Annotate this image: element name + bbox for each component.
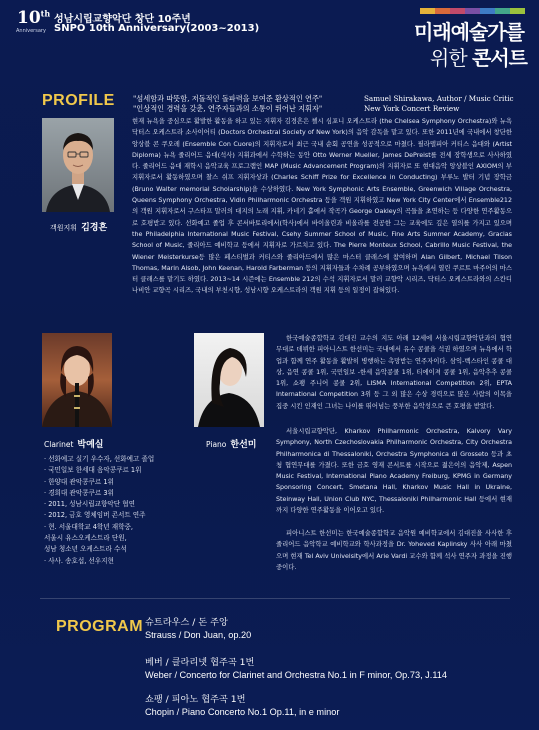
program-heading: PROGRAM	[56, 618, 144, 635]
color-bar-segment	[435, 8, 450, 14]
anniversary-number: 10th	[17, 8, 51, 28]
quote-1: "섬세함과 따뜻함, 저돌적인 돌파력을 보여준 환상적인 연주"	[133, 94, 323, 103]
career-item: · 사사. 송호섭, 선우지현	[44, 556, 114, 565]
conductor-bio: 현재 뉴욕을 중심으로 활발한 활동을 하고 있는 지휘자 김경흔은 첼시 심포니 오케스트라 (the Chelsea Symphony Orchestra)와 뉴욕 닥터스 오케스트라 소사이어티 (Doctors Orchestral Society of New York)의 음악 감독을 맡고 있다. 또한 2011년에 국내에서 창단한 앙상블 콘 쿠오레 (Ensemble Con Cuore)의 지휘자로서 최근 국내 순회 공연을 성공적으로 마쳤다. 필라델피아 커티스 음대와 (Artist Diploma) 뉴욕 줄리어드 음대(석사) 지휘과에서 수학하는 동안 Otto Werner Mueller, James DePreist를 전세 장학생으로 사사하였다. 줄리어드 음대 재학시 음악교육 프로그램인 MAP (Music Advancement Program)의 지휘자로 또 현대음악 앙상블인 AXIOM의 부지휘자로서 활동하였으며 찰스 쉬프 지휘자상과 (Charles Schiff Prize for Excellence in Conducting) 부루노 발터 기념 장학금 (Bruno Walter memorial Scholarship)을 수상하였다. New York Symphonic Arts Ensemble, Greenwich Village Orchestra, Queens Symphony Orchestra, Vidin Philharmonic Orchestra 등을 객원 지휘하였고 New York City Center에서 Ensemble212의 객원 지휘자로서 구스타프 말러의 대지의 노래 지휘, 카네기 홀에서 작곡가 George Oakley의 곡들을 초연하는 등 다양한 연주활동으로 호평받고 있다. 선화예고 졸업 후 콘서바토리에서(학사)에서 바이올린과 비올라를 전공한 그는 교육에도 깊은 열의를 가지고 있으며 the Philadelphia International Music Festival, Csehy Summer School of Music, Fine Arts Summer Academy, Gracias School of Music, 줄리아드 예비학교 등에서 지휘자로 가르치고 있다. The Pierre Monteux School, Cabrillo Music Festival, the Wiener Meisterkurse등 많은 페스티벌과 커티스와 줄리아드에서 많은 마스터 클래스에 참여하며 Alan Gilbert, Michael Tilson Thomas, Marin Alsob, John Keenan, Harold Farberman 등의 지휘자들과 수차례 공부하였으며 뉴욕에서 열린 쿠르트 마주어의 마스터 클래스를 맡기도 하였다. 2013~14 시즌에는 Ensemble 212의 수석 지휘자로서 말러 교향악 시리즈, 닥터스 오케스트라와의 스칸디나비안 교향곡 시리즈, 국내의 부천시향, 성남시향 오케스트라의 객원 지휘 등의 일정이 잡혀있다.	[132, 118, 512, 295]
program-item-2-kr: 베버 / 클라리넷 협주곡 1번	[145, 657, 255, 668]
program-item-1-en: Strauss / Don Juan, op.20	[145, 630, 252, 640]
quote-2: "인상적인 경력을 갖춘, 연주자들과의 소통이 뛰어난 지휘자"	[133, 104, 323, 113]
program-item-3-kr: 쇼팽 / 피아노 협주곡 1번	[145, 694, 246, 705]
anniversary-subtext: Anniversary	[16, 28, 46, 34]
color-bar-segment	[450, 8, 465, 14]
career-item: · 경희대 관악콩쿠르 3위	[44, 488, 114, 497]
concert-title-line1: 미래예술가를	[414, 20, 524, 44]
career-item: · 2011, 성남시립교향악단 협연	[44, 500, 135, 509]
orchestra-anniversary-en: SNPO 10th Anniversary(2003~2013)	[54, 23, 260, 34]
program-item-2-en: Weber / Concerto for Clarinet and Orchestra No.1 in F minor, Op.73, J.114	[145, 670, 447, 680]
color-bars	[420, 8, 525, 14]
pianist-bio-1: 한국예술종합학교 김대진 교수의 지도 아래 12세에 서울시립교향악단과의 협연 무대로 데뷔한 피아니스트 한선미는 국내에서 유수 콩쿨을 석권 하였으며 뉴욕에서 학업과 함께 연주 활동을 활발히 병행하는 촉망받는 연주자이다. 삼익-벡스타인 콩쿨 대상, 음연 콩쿨 1위, 국민일보 -한세 음악콩쿨 1위, 티에이져 콩쿨 1위, 음악추추 콩쿨 1위, 쇼팽 주니어 콩쿨 2위, LISMA International Competition 2위, EPTA International Competition 3위 등 그 외 많은 수상 경력으로 많은 사람의 이목을 집중 시킨 인재인 그녀는 나이를 뛰어넘는 풍부한 음악성으로 큰 호평을 받았다.	[276, 335, 512, 410]
conductor-photo	[42, 118, 114, 212]
profile-heading: PROFILE	[42, 92, 115, 109]
career-item: · 국민일보 한세대 음악콩쿠르 1위	[44, 466, 142, 475]
career-item: · 현. 서울대학교 4학년 재학중,	[44, 522, 133, 531]
color-bar-segment	[480, 8, 495, 14]
quote-1-source: Samuel Shirakawa, Author / Music Critic	[364, 94, 514, 103]
color-bar-segment	[510, 8, 525, 14]
pianist-photo	[194, 333, 264, 427]
program-item-1-kr: 슈트라우스 / 돈 주앙	[145, 617, 228, 628]
orchestra-anniversary-kr: 성남시립교향악단 창단 10주년	[54, 14, 191, 25]
conductor-caption: 객원지휘 김경흔	[50, 223, 108, 233]
pianist-bio-3: 피아니스트 한선미는 한국예술종합학교 음악원 예비학교에서 김대진을 사사한 후 줄리어드 음악학교 예비학교와 학사과정을 Dr. Yoheved Kaplinsky 사사 아래 마쳤으며 현재 Tel Aviv Univelsity에서 Arie Vardi 교수와 함께 석사 연주자 과정을 진행중이다.	[276, 530, 512, 571]
concert-title-line2: 위한 콘서트	[430, 46, 527, 70]
divider	[40, 598, 510, 599]
clarinetist-career-list	[44, 454, 169, 567]
career-item: 성남 청소년 오케스트라 수석	[44, 545, 127, 554]
career-item: · 2012, 금호 영체임버 콘서트 연주	[44, 511, 146, 520]
quote-2-source: New York Concert Review	[364, 104, 460, 113]
color-bar-segment	[495, 8, 510, 14]
career-item: · 선화예고 실기 우수자, 선화예고 졸업	[44, 455, 155, 463]
career-item: 서울시 유스오케스트라 단원,	[44, 534, 127, 543]
pianist-caption: Piano 한선미	[206, 440, 257, 450]
pianist-bio-2: 서울시립교향악단, Kharkov Philharmonic Orchestra, Kalvory Vary Symphony, North Czechoslovakia Philharmonic Orchestra, City Orchestra Philharmonica di Thessaloniki, Orchestra Symphonica di Grosseto 등과 초청 협연무대를 가졌다. 또한 금호 영재 콘서트를 시작으로 젊은이의 음악제, Aspen Music Festival, International Piano Academy Freiburg, KPMG in Germany Sponsoring Concert, Smetana Hall, Kharkov Music Hall in Ukraine, Steinway Hall, Union Club NYC, Thessaloniki Philharmonic Hall 등에서 현재까지 다양한 연주활동을 이어오고 있다.	[276, 428, 512, 515]
color-bar-segment	[465, 8, 480, 14]
career-item: · 한양대 관악콩쿠르 1위	[44, 477, 114, 486]
clarinetist-caption: Clarinet 박예실	[44, 440, 104, 450]
color-bar-segment	[420, 8, 435, 14]
program-item-3-en: Chopin / Piano Concerto No.1 Op.11, in e minor	[145, 707, 340, 717]
clarinetist-photo	[42, 333, 112, 427]
